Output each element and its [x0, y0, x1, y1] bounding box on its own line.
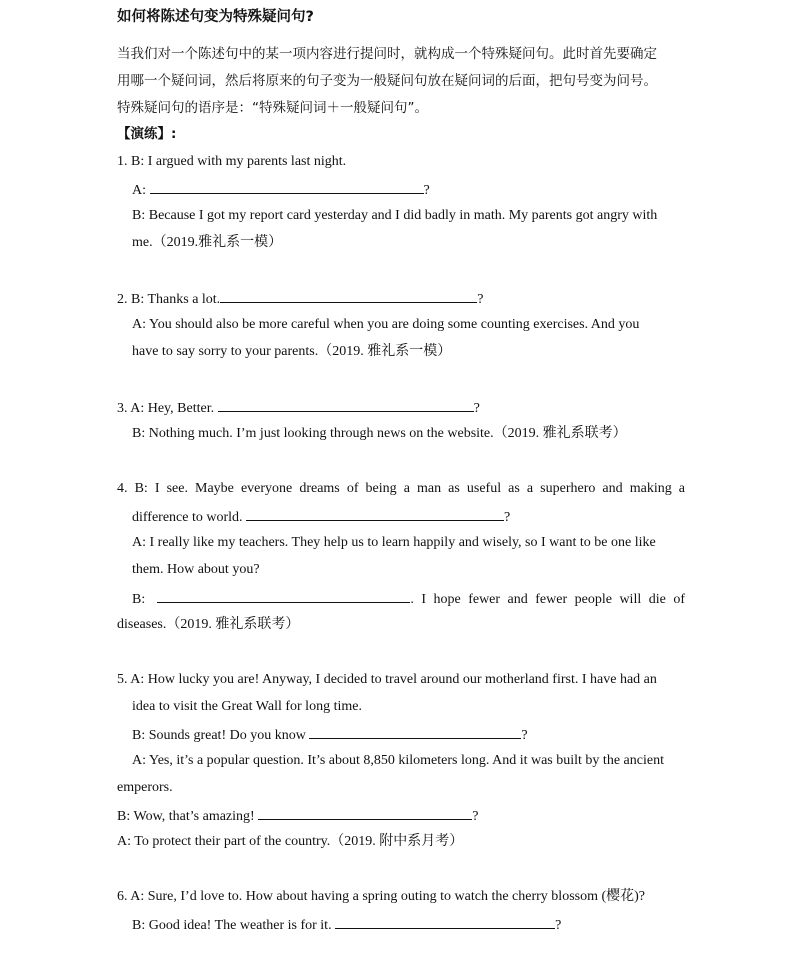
- q4-b2-line: [132, 588, 685, 610]
- q6-b-suffix: ?: [555, 918, 562, 933]
- q4-a-line-1: A: I really like my teachers. They help us to learn happily and wisely, so I want to be one like: [132, 535, 656, 550]
- q1-a-suffix: ?: [423, 183, 430, 198]
- q5-answer-blank-1[interactable]: [309, 724, 521, 739]
- q4-answer-blank-2[interactable]: [157, 588, 410, 603]
- q1-b2-line-2: me.（2019.雅礼系一模）: [132, 235, 283, 250]
- q4-b-line-2: [132, 506, 510, 528]
- q5-a2-line-1: A: Yes, it’s a popular question. It’s about 8,850 kilometers long. And it was built by the ancient: [132, 753, 664, 768]
- q5-b2-suffix: ?: [472, 809, 479, 824]
- q4-b2-prefix: B:: [132, 592, 146, 607]
- q2-b-suffix: ?: [477, 292, 484, 307]
- intro-line-2: 用哪一个疑问词，然后将原来的句子变为一般疑问句放在疑问词的后面，把句号变为问号。: [117, 73, 657, 89]
- q4-b-line-1: 4. B: I see. Maybe everyone dreams of being a man as useful as a superhero and making a: [117, 481, 685, 496]
- q2-answer-blank[interactable]: [220, 288, 477, 303]
- q2-b-prefix: 2. B: Thanks a lot.: [117, 292, 221, 307]
- q1-answer-blank[interactable]: [150, 179, 424, 194]
- q4-a-line-2: them. How about you?: [132, 562, 260, 577]
- q4-b-line-2-prefix: difference to world.: [132, 510, 247, 525]
- q3-b-line: B: Nothing much. I’m just looking through news on the website.（2019. 雅礼系联考）: [132, 426, 627, 441]
- q4-b2-suffix: . I hope fewer and fewer people will die of: [410, 592, 685, 607]
- q5-b-prefix: B: Sounds great! Do you know: [132, 728, 310, 743]
- intro-line-3: 特殊疑问句的语序是：“特殊疑问词＋一般疑问句”。: [117, 100, 428, 116]
- q4-b2-line-2: diseases.（2019. 雅礼系联考）: [117, 617, 300, 632]
- q5-b-suffix: ?: [521, 728, 528, 743]
- page-title: 如何将陈述句变为特殊疑问句?: [117, 9, 314, 25]
- q2-a-line-1: A: You should also be more careful when you are doing some counting exercises. And you: [132, 317, 640, 332]
- q5-b2-line: [117, 805, 478, 827]
- q2-b-line: [117, 288, 483, 310]
- q5-a2-line-2: emperors.: [117, 780, 173, 795]
- q5-a-line-2: idea to visit the Great Wall for long time.: [132, 699, 362, 714]
- q3-answer-blank[interactable]: [218, 397, 474, 412]
- q6-b-prefix: B: Good idea! The weather is for it.: [132, 918, 336, 933]
- q5-a-line-1: 5. A: How lucky you are! Anyway, I decided to travel around our motherland first. I have had an: [117, 672, 657, 687]
- q1-a-prefix: A:: [132, 183, 150, 198]
- q6-answer-blank[interactable]: [335, 914, 555, 929]
- q1-b-line: 1. B: I argued with my parents last night.: [117, 154, 347, 169]
- q5-b-line: [132, 724, 528, 746]
- q3-a-line: [117, 397, 480, 419]
- q1-a-line: [132, 179, 430, 201]
- q5-answer-blank-2[interactable]: [258, 805, 472, 820]
- intro-line-1: 当我们对一个陈述句中的某一项内容进行提问时，就构成一个特殊疑问句。此时首先要确定: [117, 46, 657, 62]
- q4-b-line-2-suffix: ?: [504, 510, 511, 525]
- q3-a-prefix: 3. A: Hey, Better.: [117, 401, 218, 416]
- q2-a-line-2: have to say sorry to your parents.（2019. 雅礼系一模）: [132, 344, 452, 359]
- q6-a-line: 6. A: Sure, I’d love to. How about having a spring outing to watch the cherry blossom (樱花)?: [117, 889, 646, 904]
- q4-answer-blank-1[interactable]: [246, 506, 504, 521]
- q6-b-line: [132, 914, 561, 936]
- q5-a3-line: A: To protect their part of the country.（2019. 附中系月考）: [117, 834, 464, 849]
- practice-label: 【演练】:: [117, 126, 177, 142]
- q3-a-suffix: ?: [473, 401, 480, 416]
- q1-b2-line-1: B: Because I got my report card yesterday and I did badly in math. My parents got angry with: [132, 208, 658, 223]
- q5-b2-prefix: B: Wow, that’s amazing!: [117, 809, 259, 824]
